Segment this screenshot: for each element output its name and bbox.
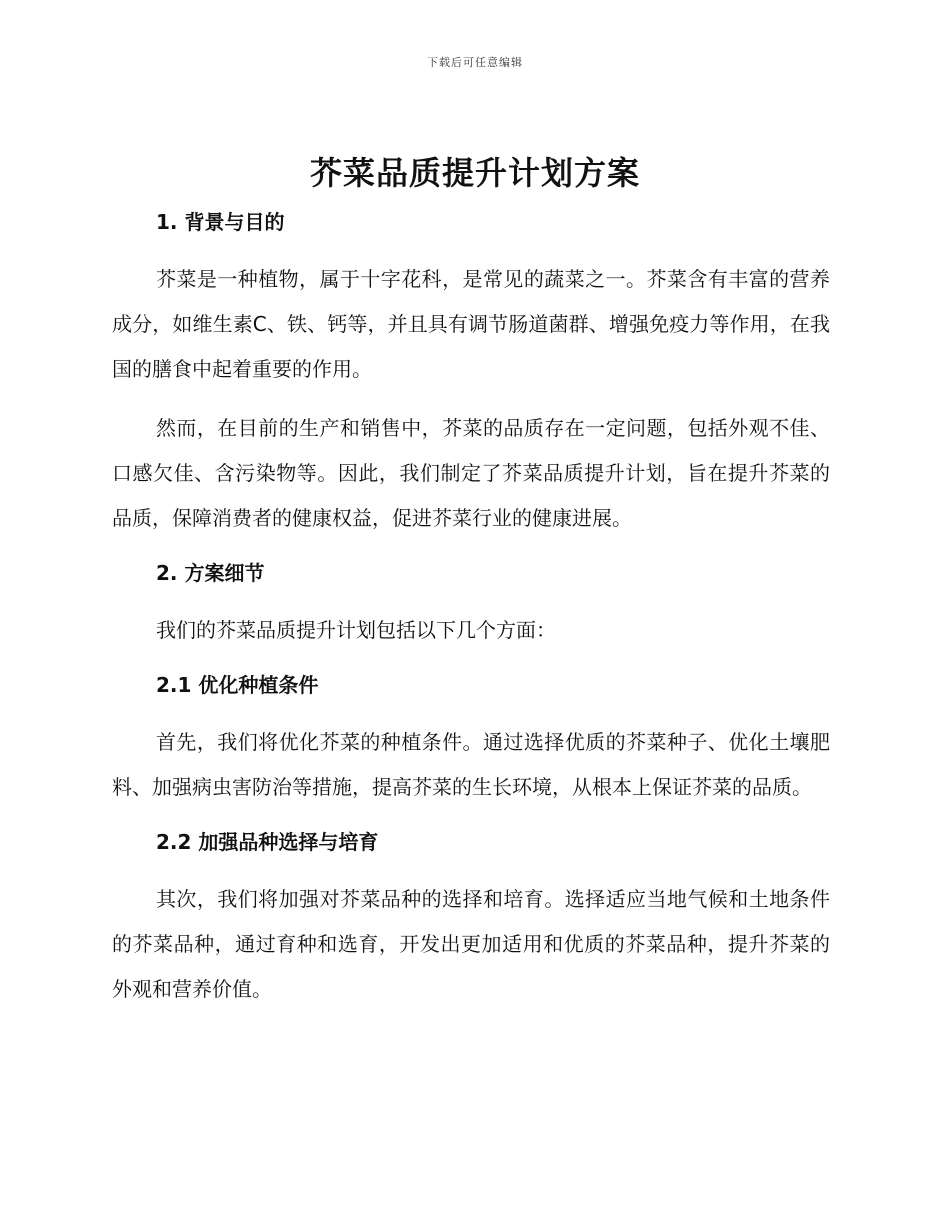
document-body — [112, 204, 830, 1012]
paragraph-intro: 芥菜是一种植物，属于十字花科，是常见的蔬菜之一。芥菜含有丰富的营养成分，如维生素C、铁、钙等，并且具有调节肠道菌群、增强免疫力等作用，在我国的膳食中起着重要的作用。 — [112, 267, 830, 381]
document-title: 芥菜品质提升计划方案 — [309, 154, 640, 192]
header-note: 下载后可任意编辑 — [427, 56, 523, 69]
section-heading-planting: 2.1 优化种植条件 — [156, 673, 319, 697]
paragraph-planting: 首先，我们将优化芥菜的种植条件。通过选择优质的芥菜种子、优化土壤肥料、加强病虫害防治等措施，提高芥菜的生长环境，从根本上保证芥菜的品质。 — [112, 730, 830, 799]
section-heading-variety: 2.2 加强品种选择与培育 — [156, 830, 379, 854]
paragraph-problem: 然而，在目前的生产和销售中，芥菜的品质存在一定问题，包括外观不佳、口感欠佳、含污染物等。因此，我们制定了芥菜品质提升计划，旨在提升芥菜的品质，保障消费者的健康权益，促进芥菜行业的健康进展。 — [112, 416, 830, 530]
paragraph-variety: 其次，我们将加强对芥菜品种的选择和培育。选择适应当地气候和土地条件的芥菜品种，通过育种和选育，开发出更加适用和优质的芥菜品种，提升芥菜的外观和营养价值。 — [112, 887, 830, 1001]
paragraph-plan-overview: 我们的芥菜品质提升计划包括以下几个方面： — [156, 618, 556, 642]
section-heading-plan-details: 2. 方案细节 — [156, 561, 265, 585]
section-heading-background: 1. 背景与目的 — [156, 210, 285, 234]
